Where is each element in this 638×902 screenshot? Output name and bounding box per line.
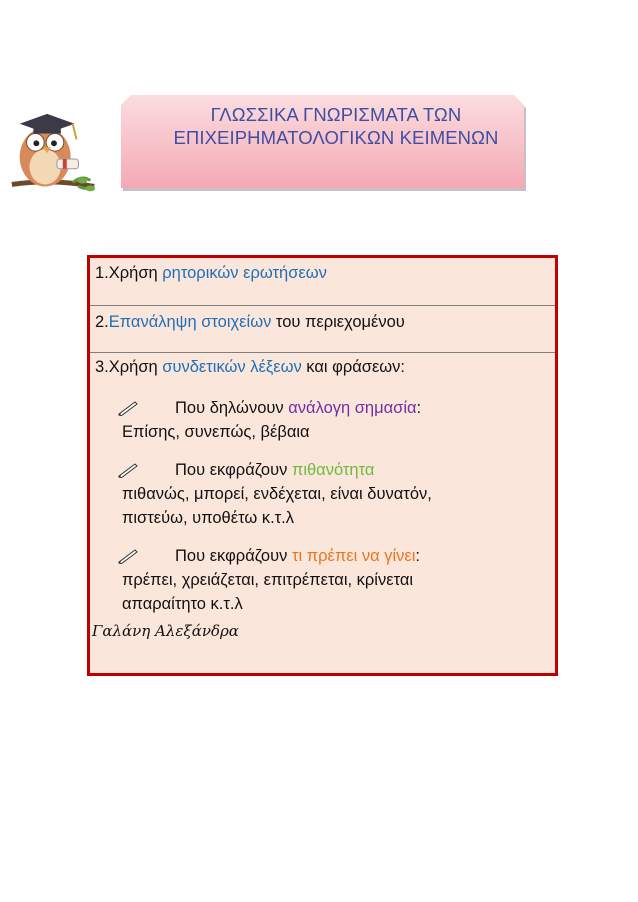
divider [90,352,555,353]
title-line-1: ΓΛΩΣΣΙΚΑ ΓΝΩΡΙΣΜΑΤΑ ΤΩΝ [210,104,462,125]
pencil-icon [117,548,139,564]
title-line-2: ΕΠΙΧΕΙΡΗΜΑΤΟΛΟΓΙΚΩΝ ΚΕΙΜΕΝΩΝ [173,127,499,148]
divider [90,305,555,306]
content-box: 1.Χρήση ρητορικών ερωτήσεων 2.Επανάληψη στοιχείων του περιεχομένου 3.Χρήση συνδετικών λέξεων και φράσεων: Που δηλώνουν ανάλογη σημασία: Επίσης, συνεπώς, βέβαια Που εκφράζουν πιθανότητα πιθανώς, μπορεί, ενδέχεται, είναι δυνατόν, πιστεύω, υποθέτω κ.τ.λ Που εκφράζουν τι πρέπει να γίνει: πρέπει, χρειάζεται, επιτρέπεται, κρίνεται απαραίτητο κ.τ.λ Γαλάνη Αλεξάνδρα [87,255,558,676]
pencil-icon [117,462,139,478]
page-title [121,103,551,149]
owl-graduate-icon [4,110,102,208]
pencil-icon [117,400,139,416]
author-signature: Γαλάνη Αλεξάνδρα [92,622,239,640]
